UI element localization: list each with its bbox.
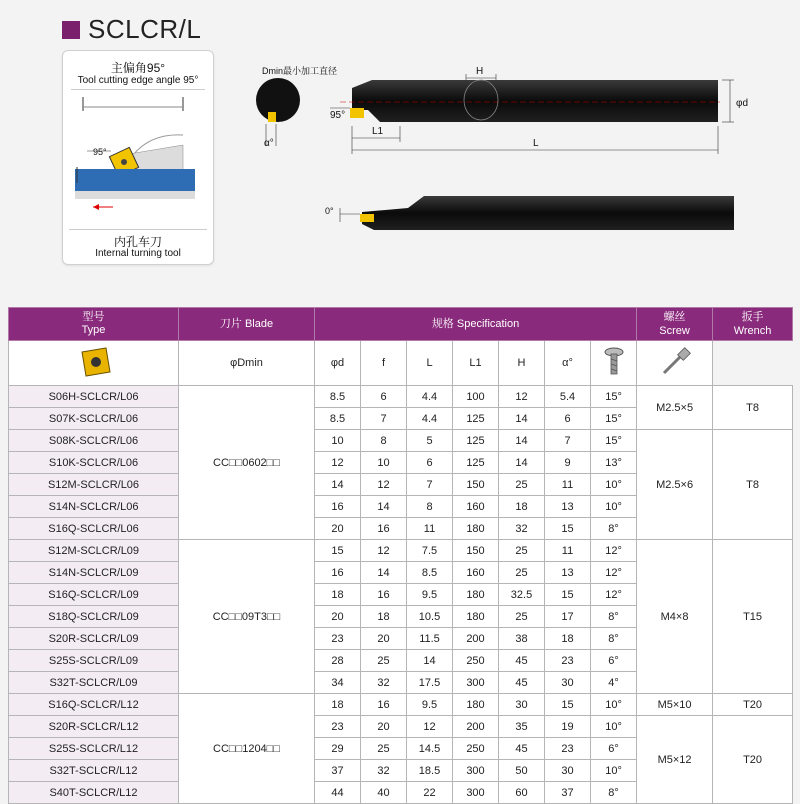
alpha-cell: 6° xyxy=(591,738,637,760)
boring-bar-top xyxy=(352,80,718,122)
f-cell: 10.5 xyxy=(407,606,453,628)
alpha-cell: 12° xyxy=(591,562,637,584)
dmin-cell: 28 xyxy=(315,650,361,672)
type-cell: S40T-SCLCR/L12 xyxy=(9,782,179,804)
table-row xyxy=(9,716,793,738)
d-cell: 16 xyxy=(361,518,407,540)
d-cell: 8 xyxy=(361,430,407,452)
angle-title-en: Tool cutting edge angle 95° xyxy=(77,75,199,86)
l-cell: 125 xyxy=(453,408,499,430)
alpha-cell: 10° xyxy=(591,496,637,518)
boring-bar-bottom-insert xyxy=(360,214,374,222)
type-cell: S20R-SCLCR/L09 xyxy=(9,628,179,650)
screw-cell: M4×8 xyxy=(637,540,713,694)
h-cell: 23 xyxy=(545,650,591,672)
screw-icon xyxy=(599,345,629,379)
l-cell: 160 xyxy=(453,562,499,584)
h-cell: 7 xyxy=(545,430,591,452)
table-row xyxy=(9,694,793,716)
end-view-circle xyxy=(256,78,300,122)
d-cell: 12 xyxy=(361,540,407,562)
col-l1: L1 xyxy=(453,341,499,386)
f-cell: 5 xyxy=(407,430,453,452)
h-cell: 18 xyxy=(545,628,591,650)
l1-cell: 38 xyxy=(499,628,545,650)
wrench-cell: T8 xyxy=(713,386,793,430)
alpha-cell: 10° xyxy=(591,474,637,496)
f-cell: 18.5 xyxy=(407,760,453,782)
l1-cell: 35 xyxy=(499,716,545,738)
type-cell: S20R-SCLCR/L12 xyxy=(9,716,179,738)
type-cell: S14N-SCLCR/L09 xyxy=(9,562,179,584)
wrench-cell: T8 xyxy=(713,430,793,540)
col-alpha: α° xyxy=(545,341,591,386)
h-cell: 30 xyxy=(545,760,591,782)
col-h: H xyxy=(499,341,545,386)
alpha-cell: 12° xyxy=(591,584,637,606)
f-cell: 14 xyxy=(407,650,453,672)
title-square-icon xyxy=(62,21,80,39)
l-cell: 200 xyxy=(453,628,499,650)
type-cell: S08K-SCLCR/L06 xyxy=(9,430,179,452)
l1-cell: 14 xyxy=(499,408,545,430)
d-cell: 7 xyxy=(361,408,407,430)
l1-cell: 45 xyxy=(499,738,545,760)
l-label: L xyxy=(533,138,539,149)
dmin-cell: 12 xyxy=(315,452,361,474)
l-cell: 180 xyxy=(453,584,499,606)
blade-cell: CC□□09T3□□ xyxy=(179,540,315,694)
wrench-icon xyxy=(658,345,692,379)
wrench-cell: T20 xyxy=(713,694,793,716)
alpha-cell: 13° xyxy=(591,452,637,474)
page-title: SCLCR/L xyxy=(88,14,202,44)
d-cell: 25 xyxy=(361,738,407,760)
screw-cell: M5×10 xyxy=(637,694,713,716)
dmin-cell: 18 xyxy=(315,584,361,606)
alpha-cell: 12° xyxy=(591,540,637,562)
type-header-cn: 型号 xyxy=(82,311,105,323)
d-cell: 20 xyxy=(361,628,407,650)
h-cell: 37 xyxy=(545,782,591,804)
dmin-label: Dmin最小加工直径 xyxy=(262,66,338,76)
dmin-cell: 15 xyxy=(315,540,361,562)
f-cell: 17.5 xyxy=(407,672,453,694)
l-cell: 300 xyxy=(453,672,499,694)
l-cell: 125 xyxy=(453,430,499,452)
internal-turning-illustration xyxy=(63,89,213,239)
f-cell: 9.5 xyxy=(407,694,453,716)
type-cell: S12M-SCLCR/L09 xyxy=(9,540,179,562)
d-cell: 32 xyxy=(361,672,407,694)
wrench-image-cell xyxy=(637,341,713,386)
alpha-cell: 8° xyxy=(591,628,637,650)
h-cell: 17 xyxy=(545,606,591,628)
type-cell: S16Q-SCLCR/L06 xyxy=(9,518,179,540)
type-cell: S10K-SCLCR/L06 xyxy=(9,452,179,474)
alpha-cell: 6° xyxy=(591,650,637,672)
type-cell: S12M-SCLCR/L06 xyxy=(9,474,179,496)
alpha-cell: 15° xyxy=(591,408,637,430)
d-cell: 16 xyxy=(361,584,407,606)
blade-header: 刀片 Blade xyxy=(179,308,315,341)
type-header-en: Type xyxy=(81,324,106,336)
d-cell: 14 xyxy=(361,496,407,518)
l-cell: 180 xyxy=(453,694,499,716)
h-cell: 15 xyxy=(545,694,591,716)
alpha-cell: 10° xyxy=(591,716,637,738)
l1-cell: 32 xyxy=(499,518,545,540)
l1-cell: 45 xyxy=(499,672,545,694)
dmin-cell: 16 xyxy=(315,496,361,518)
boring-bar-insert xyxy=(350,108,364,118)
screw-cell: M2.5×5 xyxy=(637,386,713,430)
l-cell: 180 xyxy=(453,518,499,540)
type-cell: S32T-SCLCR/L09 xyxy=(9,672,179,694)
dmin-cell: 8.5 xyxy=(315,386,361,408)
l1-cell: 25 xyxy=(499,540,545,562)
angle-label: 95° xyxy=(93,147,107,157)
f-cell: 8.5 xyxy=(407,562,453,584)
dmin-cell: 37 xyxy=(315,760,361,782)
insert-blade-icon xyxy=(74,344,114,380)
l1-cell: 14 xyxy=(499,430,545,452)
d-cell: 16 xyxy=(361,694,407,716)
l1-cell: 50 xyxy=(499,760,545,782)
l-cell: 100 xyxy=(453,386,499,408)
col-d: φd xyxy=(315,341,361,386)
f-cell: 22 xyxy=(407,782,453,804)
phi-d-label: φd xyxy=(736,98,749,109)
tool-dimension-drawing xyxy=(240,50,760,290)
dmin-cell: 8.5 xyxy=(315,408,361,430)
wrench-cell: T20 xyxy=(713,716,793,804)
f-cell: 4.4 xyxy=(407,386,453,408)
table-row xyxy=(9,430,793,452)
dmin-cell: 10 xyxy=(315,430,361,452)
h-cell: 15 xyxy=(545,584,591,606)
l-cell: 300 xyxy=(453,782,499,804)
dmin-cell: 23 xyxy=(315,716,361,738)
f-cell: 8 xyxy=(407,496,453,518)
wrench-header xyxy=(713,308,793,341)
zero-degree-label: 0° xyxy=(325,206,334,216)
alpha-label: α° xyxy=(264,138,274,149)
dmin-cell: 18 xyxy=(315,694,361,716)
type-cell: S14N-SCLCR/L06 xyxy=(9,496,179,518)
type-cell: S07K-SCLCR/L06 xyxy=(9,408,179,430)
h-cell: 30 xyxy=(545,672,591,694)
f-cell: 7.5 xyxy=(407,540,453,562)
l-cell: 180 xyxy=(453,606,499,628)
dmin-cell: 44 xyxy=(315,782,361,804)
alpha-cell: 10° xyxy=(591,694,637,716)
alpha-cell: 8° xyxy=(591,606,637,628)
type-cell: S25S-SCLCR/L12 xyxy=(9,738,179,760)
type-cell: S06H-SCLCR/L06 xyxy=(9,386,179,408)
d-cell: 10 xyxy=(361,452,407,474)
internal-turning-en: Internal turning tool xyxy=(95,248,181,259)
l-cell: 250 xyxy=(453,650,499,672)
f-cell: 4.4 xyxy=(407,408,453,430)
screw-header xyxy=(637,308,713,341)
alpha-cell: 15° xyxy=(591,386,637,408)
h-cell: 5.4 xyxy=(545,386,591,408)
col-f: f xyxy=(361,341,407,386)
type-cell: S16Q-SCLCR/L12 xyxy=(9,694,179,716)
boring-bar-bottom xyxy=(362,196,734,230)
angle-title-cn: 主偏角95° xyxy=(110,61,166,75)
type-cell: S16Q-SCLCR/L09 xyxy=(9,584,179,606)
dmin-cell: 20 xyxy=(315,518,361,540)
l1-cell: 14 xyxy=(499,452,545,474)
l-cell: 300 xyxy=(453,760,499,782)
dmin-cell: 20 xyxy=(315,606,361,628)
f-cell: 12 xyxy=(407,716,453,738)
f-cell: 6 xyxy=(407,452,453,474)
l-cell: 200 xyxy=(453,716,499,738)
alpha-cell: 8° xyxy=(591,782,637,804)
l-cell: 160 xyxy=(453,496,499,518)
type-header xyxy=(9,308,179,341)
wrench-header-en: Wrench xyxy=(733,325,772,337)
h-cell: 11 xyxy=(545,540,591,562)
h-cell: 19 xyxy=(545,716,591,738)
dmin-cell: 34 xyxy=(315,672,361,694)
d-cell: 12 xyxy=(361,474,407,496)
d-cell: 40 xyxy=(361,782,407,804)
h-cell: 13 xyxy=(545,496,591,518)
title-bar xyxy=(62,14,201,45)
internal-turning-cn: 内孔车刀 xyxy=(113,235,162,249)
spec-table xyxy=(8,307,793,804)
d-cell: 14 xyxy=(361,562,407,584)
subheader-row xyxy=(9,341,793,386)
blade-cell: CC□□1204□□ xyxy=(179,694,315,804)
f-cell: 14.5 xyxy=(407,738,453,760)
l1-cell: 25 xyxy=(499,606,545,628)
l1-cell: 60 xyxy=(499,782,545,804)
type-cell: S18Q-SCLCR/L09 xyxy=(9,606,179,628)
f-cell: 11.5 xyxy=(407,628,453,650)
alpha-cell: 10° xyxy=(591,760,637,782)
blade-cell: CC□□0602□□ xyxy=(179,386,315,540)
h-cell: 9 xyxy=(545,452,591,474)
type-cell: S25S-SCLCR/L09 xyxy=(9,650,179,672)
dmin-cell: 29 xyxy=(315,738,361,760)
l1-cell: 25 xyxy=(499,562,545,584)
col-dmin: φDmin xyxy=(179,341,315,386)
f-cell: 11 xyxy=(407,518,453,540)
screw-header-en: Screw xyxy=(659,325,690,337)
screw-cell: M5×12 xyxy=(637,716,713,804)
l1-cell: 12 xyxy=(499,386,545,408)
d-cell: 6 xyxy=(361,386,407,408)
dmin-cell: 16 xyxy=(315,562,361,584)
alpha-cell: 8° xyxy=(591,518,637,540)
angle95-label: 95° xyxy=(330,110,346,121)
dmin-cell: 14 xyxy=(315,474,361,496)
spec-header: 规格 Specification xyxy=(315,308,637,341)
table-header-row xyxy=(9,308,793,341)
f-cell: 7 xyxy=(407,474,453,496)
alpha-cell: 4° xyxy=(591,672,637,694)
f-cell: 9.5 xyxy=(407,584,453,606)
blade-image-cell xyxy=(9,341,179,386)
l1-cell: 25 xyxy=(499,474,545,496)
screw-cell: M2.5×6 xyxy=(637,430,713,540)
l-cell: 150 xyxy=(453,474,499,496)
h-cell: 13 xyxy=(545,562,591,584)
h-cell: 23 xyxy=(545,738,591,760)
h-cell: 11 xyxy=(545,474,591,496)
d-cell: 20 xyxy=(361,716,407,738)
d-cell: 18 xyxy=(361,606,407,628)
h-cell: 15 xyxy=(545,518,591,540)
h-label: H xyxy=(476,66,484,77)
dmin-cell: 23 xyxy=(315,628,361,650)
col-l: L xyxy=(407,341,453,386)
d-cell: 25 xyxy=(361,650,407,672)
wrench-header-cn: 扳手 xyxy=(741,311,764,323)
l-cell: 250 xyxy=(453,738,499,760)
l-cell: 150 xyxy=(453,540,499,562)
tool-angle-card xyxy=(62,50,214,265)
l1-label: L1 xyxy=(372,126,384,137)
table-row xyxy=(9,386,793,408)
end-view-insert xyxy=(268,112,276,122)
l1-cell: 45 xyxy=(499,650,545,672)
l1-cell: 32.5 xyxy=(499,584,545,606)
screw-header-cn: 螺丝 xyxy=(663,311,686,323)
alpha-cell: 15° xyxy=(591,430,637,452)
h-cell: 6 xyxy=(545,408,591,430)
l-cell: 125 xyxy=(453,452,499,474)
l1-cell: 18 xyxy=(499,496,545,518)
l1-cell: 30 xyxy=(499,694,545,716)
card-divider xyxy=(69,229,207,230)
table-row xyxy=(9,540,793,562)
type-cell: S32T-SCLCR/L12 xyxy=(9,760,179,782)
d-cell: 32 xyxy=(361,760,407,782)
screw-image-cell xyxy=(591,341,637,386)
wrench-cell: T15 xyxy=(713,540,793,694)
